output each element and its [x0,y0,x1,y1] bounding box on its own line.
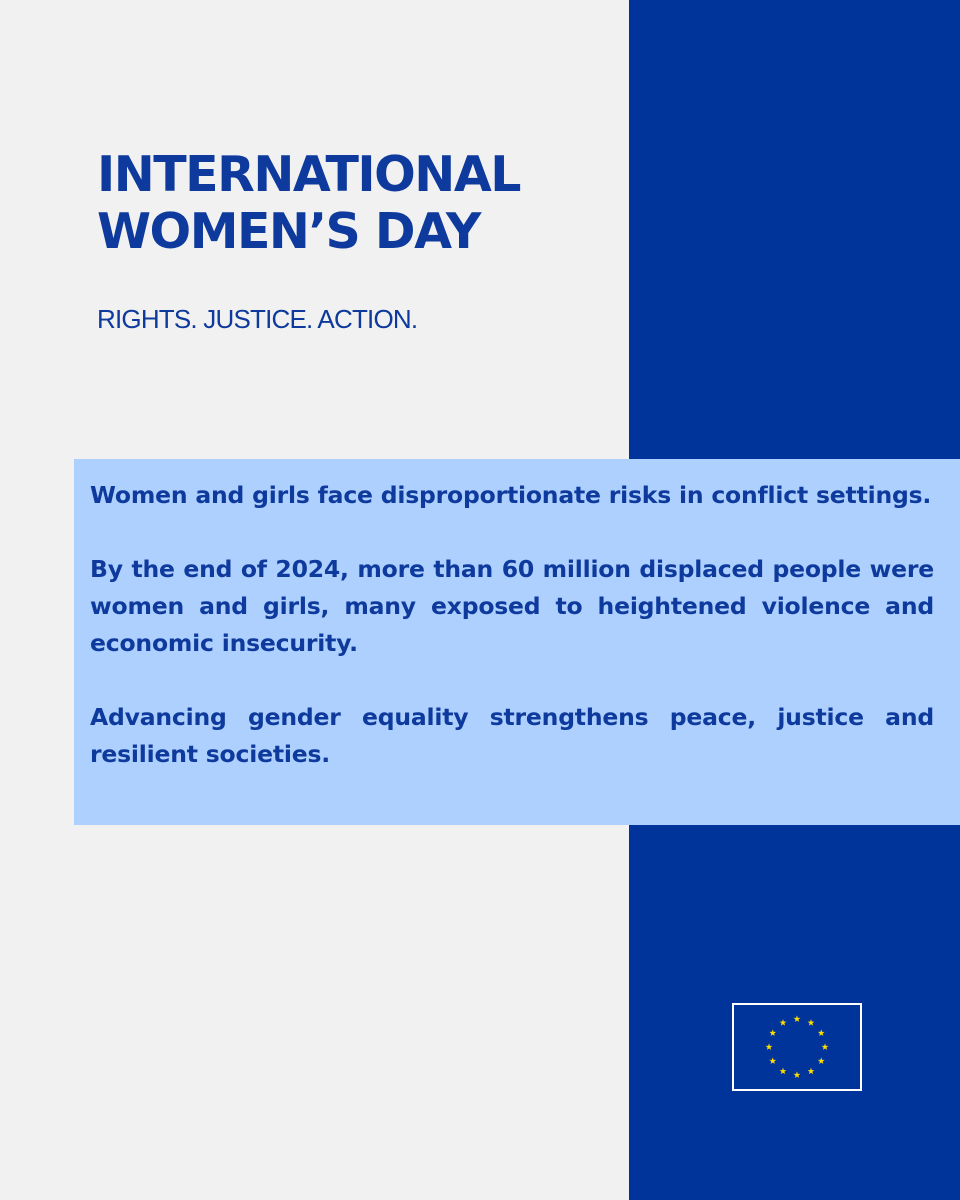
subtitle: RIGHTS. JUSTICE. ACTION. [97,304,418,334]
title-line-1: INTERNATIONAL [97,146,520,203]
star-icon [794,1015,801,1022]
star-icon [808,1019,815,1026]
paragraph-conclusion: Advancing gender equality strengthens peace, justice and resilient societies. [90,703,934,768]
page-title [97,146,520,260]
title-line-2: WOMEN’S DAY [97,203,480,260]
star-icon [818,1029,825,1036]
star-icon [769,1057,776,1064]
eu-stars-ring [766,1015,829,1078]
star-icon [780,1068,787,1075]
star-icon [808,1068,815,1075]
paragraph-statistics: By the end of 2024, more than 60 million displaced people were women and girls, many exposed to heightened violence and economic insecurity. [90,555,934,657]
star-icon [822,1043,829,1050]
star-icon [766,1043,773,1050]
star-icon [818,1057,825,1064]
eu-flag-icon [732,1003,862,1091]
paragraph-risks: Women and girls face disproportionate risks in conflict settings. [90,481,932,509]
star-icon [794,1071,801,1078]
star-icon [780,1019,787,1026]
info-box [74,459,960,825]
star-icon [769,1029,776,1036]
eu-flag-graphic [734,1005,860,1089]
